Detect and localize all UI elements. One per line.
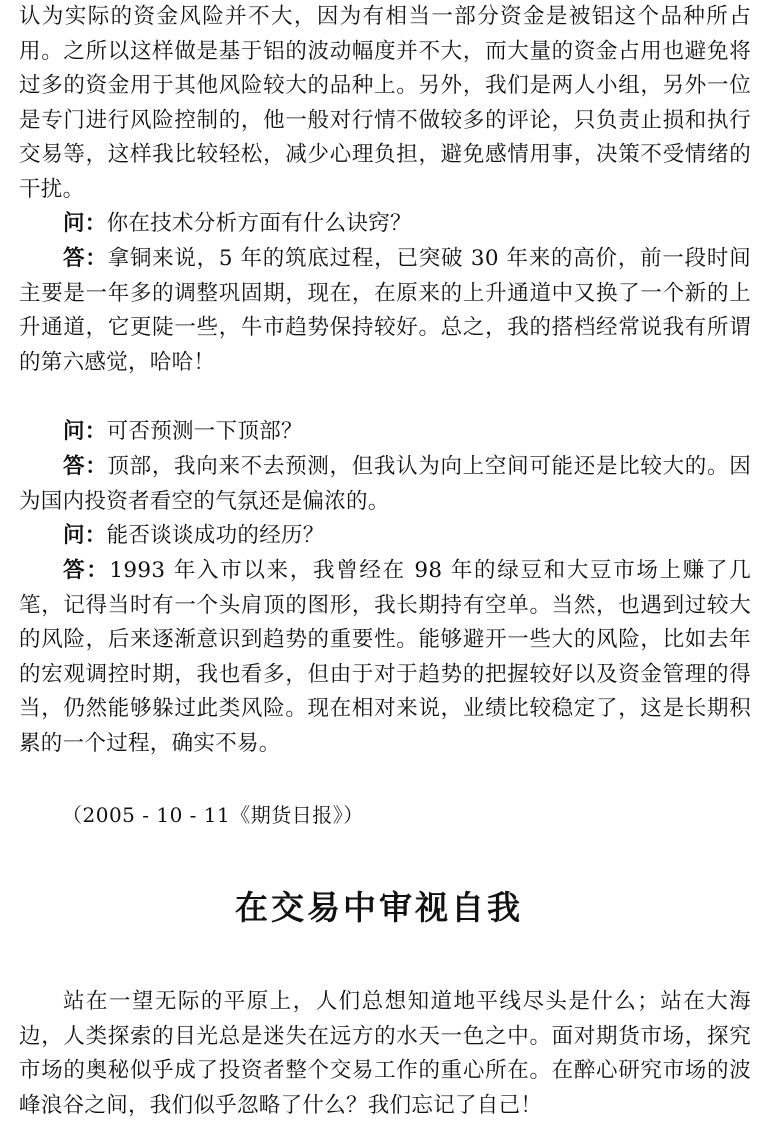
question-paragraph (19, 519, 751, 554)
section-paragraph: 站在一望无际的平原上，人们总想知道地平线尽头是什么；站在大海边，人类探索的目光总是迷失在远方的水天一色之中。面对期货市场，探究市场的奥秘似乎成了投资者整个交易工作的重心所在。在醉心研究市场的波峰浪谷之间，我们似乎忽略了什么？我们忘记了自己！ (19, 989, 751, 1118)
question-paragraph (19, 415, 751, 450)
answer-paragraph (19, 242, 751, 380)
question-label: 问： (63, 211, 107, 236)
answer-paragraph (19, 450, 751, 519)
question-text: 可否预测一下顶部？ (106, 419, 303, 444)
answer-label: 答： (63, 246, 108, 271)
question-text: 你在技术分析方面有什么诀窍？ (106, 211, 412, 236)
answer-label: 答： (63, 558, 110, 583)
section-title: 在交易中审视自我 (235, 888, 523, 927)
question-paragraph (19, 207, 751, 242)
continuation-paragraph: 认为实际的资金风险并不大，因为有相当一部分资金是被铝这个品种所占用。之所以这样做是基于铝的波动幅度并不大，而大量的资金占用也避免将过多的资金用于其他风险较大的品种上。另外，我们是两人小组，另外一位是专门进行风险控制的，他一般对行情不做较多的评论，只负责止损和执行交易等，这样我比较轻松，减少心理负担，避免感情用事，决策不受情绪的干扰。 (19, 4, 751, 202)
question-label: 问： (63, 419, 107, 444)
source-citation: （2005 - 10 - 11《期货日报》） (62, 803, 364, 827)
answer-label: 答： (63, 454, 108, 479)
question-label: 问： (63, 523, 107, 548)
answer-paragraph (19, 554, 751, 762)
answer-text: 拿铜来说，5 年的筑底过程，已突破 30 年来的高价，前一段时间主要是一年多的调整巩固期，现在，在原来的上升通道中又换了一个新的上升通道，它更陡一些，牛市趋势保持较好。总之，我的搭档经常说我有所谓的第六感觉，哈哈！ (19, 246, 751, 375)
question-text: 能否谈谈成功的经历？ (106, 523, 325, 548)
answer-text: 1993 年入市以来，我曾经在 98 年的绿豆和大豆市场上赚了几笔，记得当时有一个头肩顶的图形，我长期持有空单。当然，也遇到过较大的风险，后来逐渐意识到趋势的重要性。能够避开一些大的风险，比如去年的宏观调控时期，我也看多，但由于对于趋势的把握较好以及资金管理的得当，仍然能够躲过此类风险。现在相对来说，业绩比较稳定了，这是长期积累的一个过程，确实不易。 (19, 558, 751, 756)
answer-text: 顶部，我向来不去预测，但我认为向上空间可能还是比较大的。因为国内投资者看空的气氛还是偏浓的。 (19, 454, 751, 514)
